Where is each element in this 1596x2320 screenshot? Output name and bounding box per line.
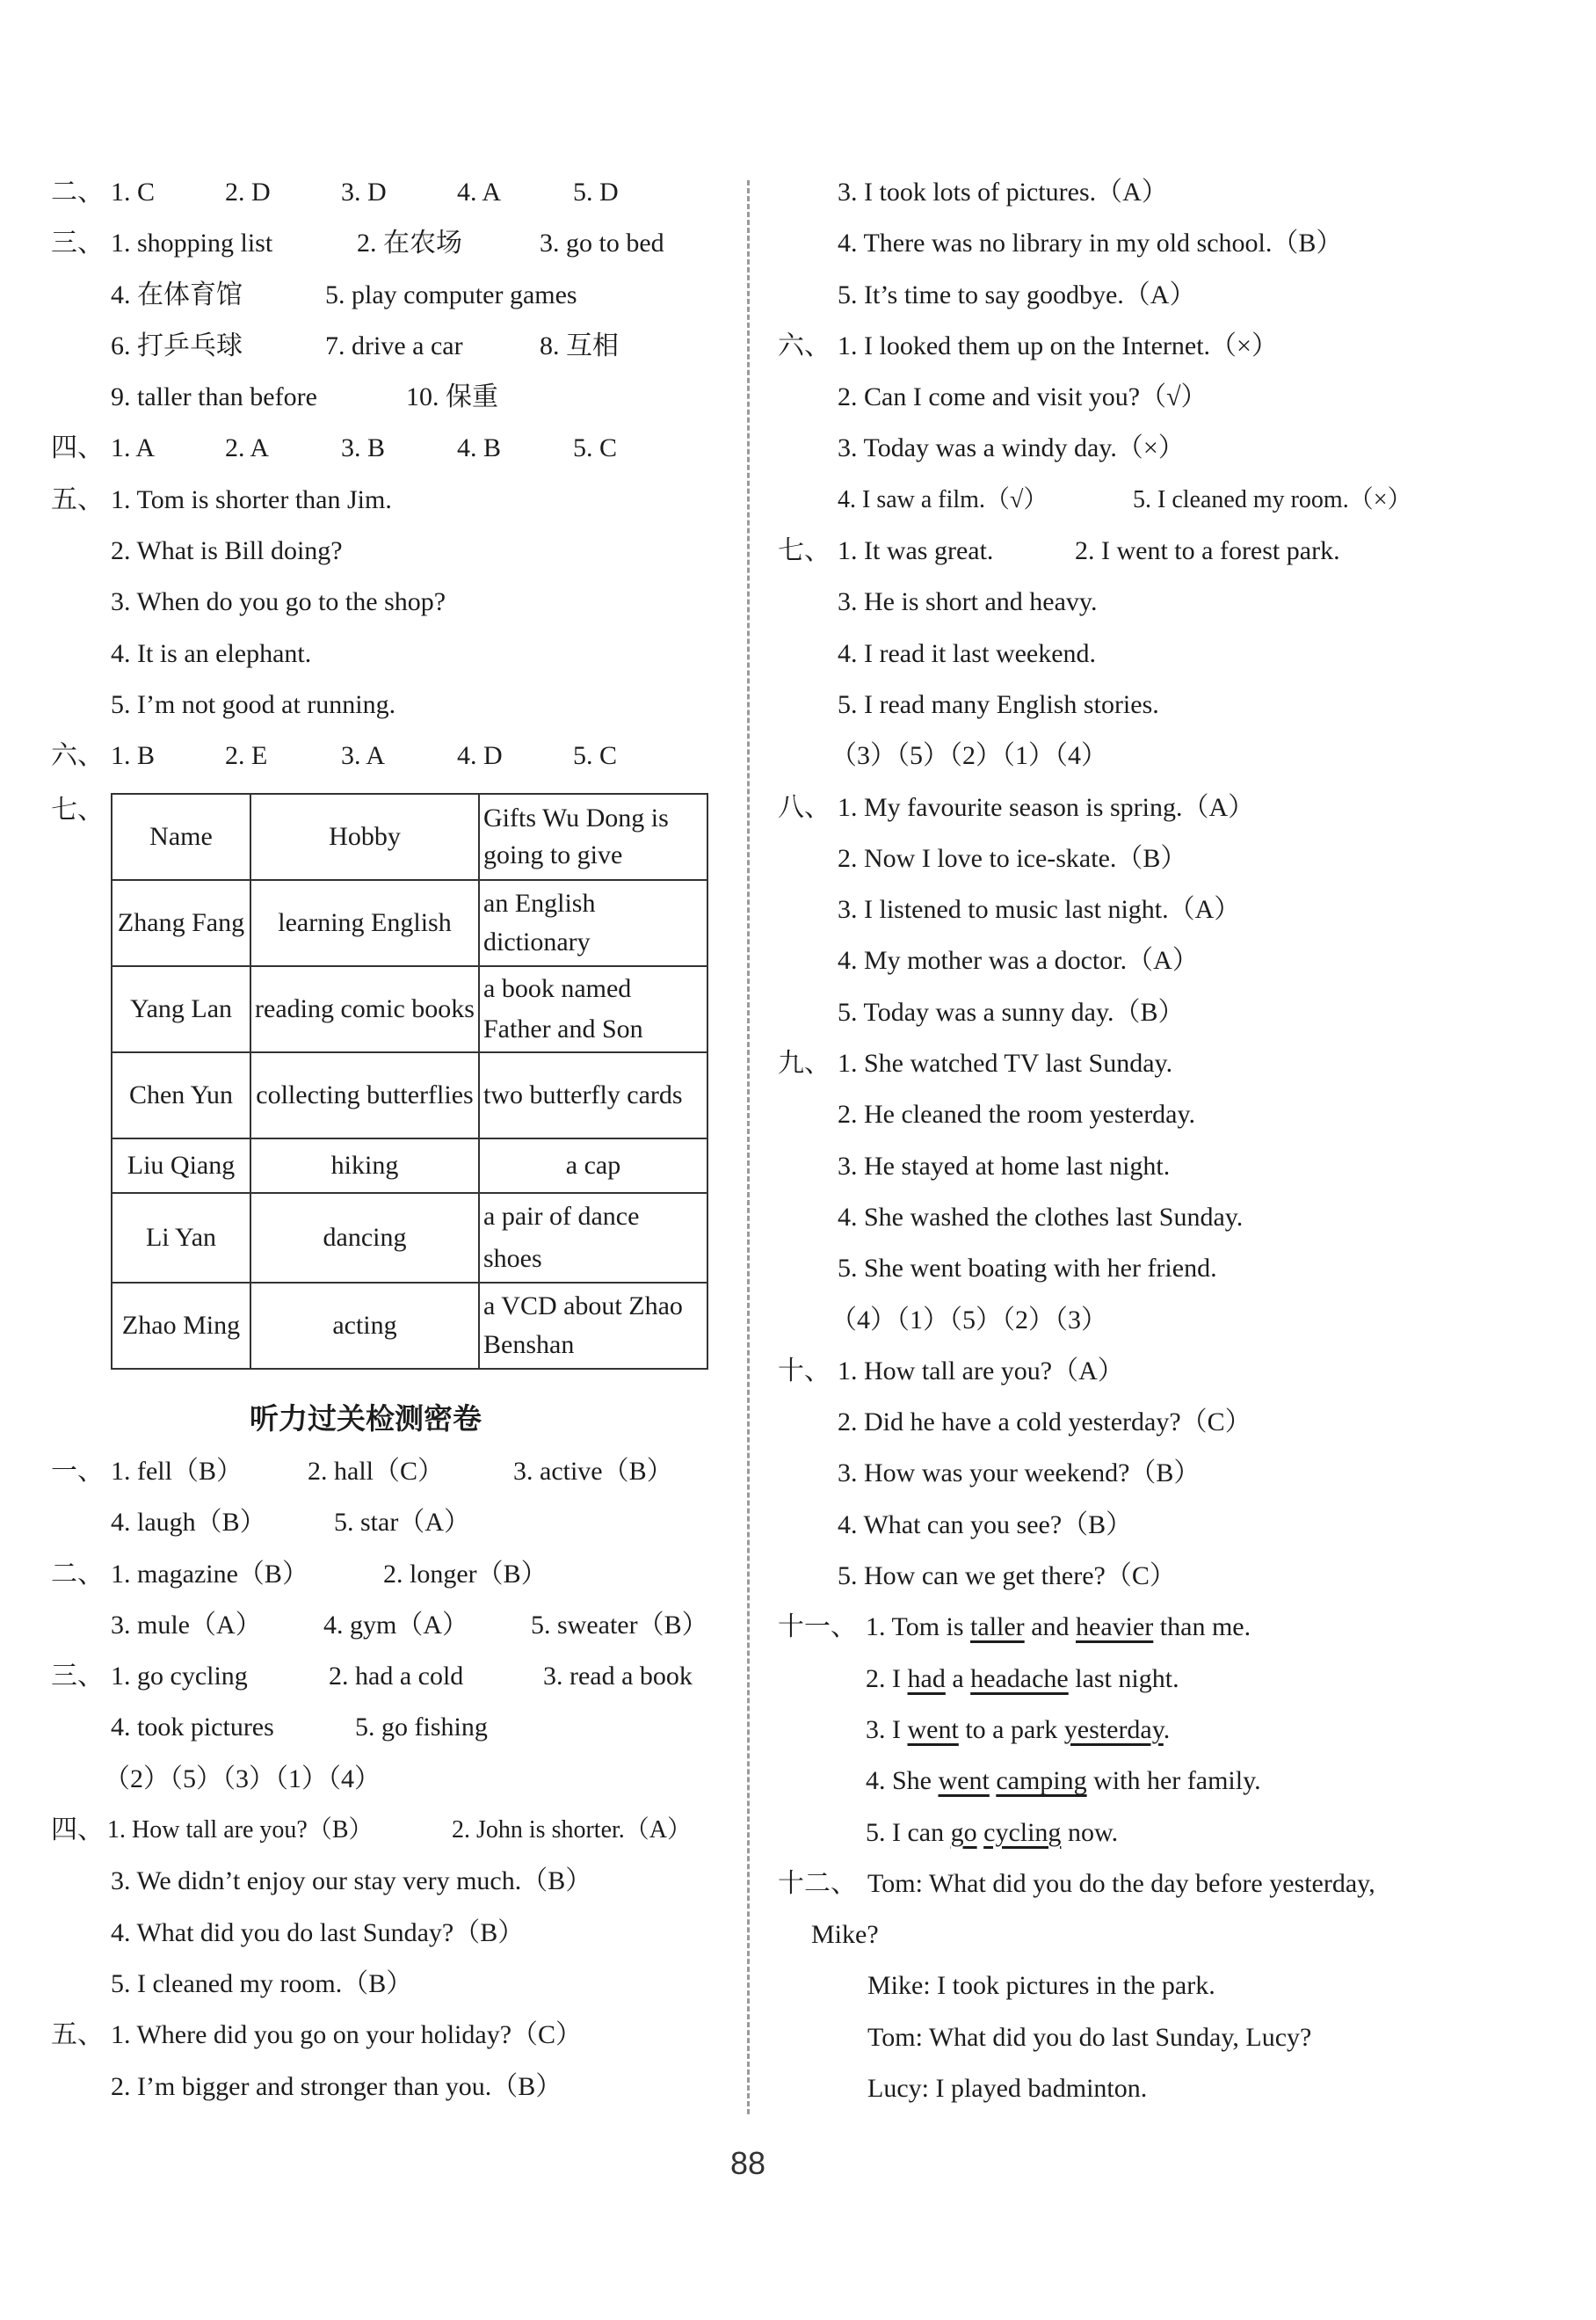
l9-item-4: 4. She washed the clothes last Sunday. [838,1202,1244,1232]
l11-item-4: 4. She went camping with her family. [866,1766,1261,1796]
l10-item-5: 5. How can we get there?（C） [838,1561,1176,1591]
l9-item-2: 2. He cleaned the room yesterday. [838,1100,1196,1130]
listening-title-row [51,1393,728,1446]
section-5-item-5: 5. I’m not good at running. [111,689,396,719]
l10-item-3: 3. How was your weekend?（B） [838,1458,1201,1488]
l1-row-2: 4. laugh（B） 5. star（A） [111,1508,470,1538]
left-column-listening [51,1393,728,2113]
table-row: Zhang Fang learning English an English dictionary [112,880,707,966]
l5-item-2: 2. I’m bigger and stronger than you.（B） [111,2071,562,2101]
l10-item-2: 2. Did he have a cold yesterday?（C） [838,1407,1251,1437]
l4-row-1: 四、 1. How tall are you?（B） 2. John is shorter.（A） [51,1815,693,1845]
table-row: Zhao Ming acting a VCD about Zhao Benshan [112,1283,707,1369]
l9-order: （4）（1）（5）（2）（3） [831,1305,1107,1335]
l5-item-1: 五、 1. Where did you go on your holiday?（C） [51,2020,583,2050]
section-7-label: 七、 [51,796,104,825]
l5-item-4: 4. There was no library in my old school.（B） [838,229,1343,258]
l10-item-4: 4. What can you see?（B） [838,1509,1133,1539]
l8-item-4: 4. My mother was a doctor.（A） [838,946,1199,976]
l7-order: （3）（5）（2）（1）（4） [831,741,1107,771]
l12-line-3: Tom: What did you do last Sunday, Lucy? [867,2022,1312,2052]
right-column [778,167,1560,2114]
l7-item-5: 5. I read many English stories. [838,689,1159,719]
l4-item-4: 4. What did you do last Sunday?（B） [111,1917,525,1947]
header-gifts: Gifts Wu Dong is going to give [479,794,707,880]
section-3-row-4: 9. taller than before 10. 保重 [111,382,498,412]
section-5-item-3: 3. When do you go to the shop? [111,587,446,617]
l9-item-3: 3. He stayed at home last night. [838,1151,1171,1181]
l11-item-1: 十一、 1. Tom is taller and heavier than me. [778,1612,1251,1642]
section-2: 二、 1. C 2. D 3. D 4. A 5. D [51,178,619,207]
l8-item-2: 2. Now I love to ice-skate.（B） [838,843,1187,873]
page-number: 88 [729,2145,766,2181]
section-5-item-1: 五、 1. Tom is shorter than Jim. [51,484,392,514]
l1-row-1: 一、 1. fell（B） 2. hall（C） 3. active（B） [51,1457,673,1486]
l6-item-1: 六、 1. I looked them up on the Internet.（×） [778,331,1278,360]
l12-line-1b: Mike? [811,1920,879,1950]
l11-item-5: 5. I can go cycling now. [866,1817,1119,1847]
l5-item-3: 3. I took lots of pictures.（A） [838,178,1168,207]
l6-item-3: 3. Today was a windy day.（×） [838,433,1185,463]
l12-line-4: Lucy: I played badminton. [867,2073,1148,2103]
l9-item-1: 九、 1. She watched TV last Sunday. [778,1049,1173,1079]
table-row: Chen Yun collecting butterflies two butterfly cards [112,1052,707,1138]
section-3-row-3: 6. 打乒乓球 7. drive a car 8. 互相 [111,331,619,360]
header-hobby: Hobby [250,794,479,880]
section-6: 六、 1. B 2. E 3. A 4. D 5. C [51,741,618,771]
l3-row-2: 4. took pictures 5. go fishing [111,1713,488,1742]
l2-row-2: 3. mule（A） 4. gym（A） 5. sweater（B） [111,1610,708,1640]
table-row: Liu Qiang hiking a cap [112,1138,707,1193]
l3-order: （2）（5）（3）（1）（4） [104,1764,381,1793]
section-5-item-2: 2. What is Bill doing? [111,536,343,566]
l12-line-1: 十二、 Tom: What did you do the day before yesterday, [778,1868,1375,1898]
l7-item-4: 4. I read it last weekend. [838,638,1097,668]
l10-item-1: 十、 1. How tall are you?（A） [778,1356,1124,1385]
l4-item-5: 5. I cleaned my room.（B） [111,1968,413,1998]
hobby-table [111,793,708,1370]
listening-title: 听力过关检测密卷 [250,1401,482,1436]
table-header-row [112,794,707,880]
section-3-row-2: 4. 在体育馆 5. play computer games [111,280,577,309]
l8-item-3: 3. I listened to music last night.（A） [838,895,1241,925]
l11-item-2: 2. I had a headache last night. [866,1663,1179,1693]
section-5-item-4: 4. It is an elephant. [111,638,312,668]
l7-item-3: 3. He is short and heavy. [838,587,1098,617]
l6-row-4: 4. I saw a film.（√） 5. I cleaned my room.（×） [838,485,1412,513]
l5-item-5: 5. It’s time to say goodbye.（A） [838,280,1196,309]
left-column [51,167,728,782]
l8-item-5: 5. Today was a sunny day.（B） [838,997,1185,1027]
column-divider [747,180,750,2114]
l7-row-1: 七、 1. It was great. 2. I went to a forest park. [778,536,1340,566]
l12-line-2: Mike: I took pictures in the park. [867,1971,1215,2001]
l6-item-2: 2. Can I come and visit you?（√） [838,382,1208,412]
l3-row-1: 三、 1. go cycling 2. had a cold 3. read a book [51,1662,693,1691]
l11-item-3: 3. I went to a park yesterday. [866,1714,1171,1744]
section-3-row-1: 三、 1. shopping list 2. 在农场 3. go to bed [51,229,664,258]
section-4: 四、 1. A 2. A 3. B 4. B 5. C [51,433,618,463]
table-row: Yang Lan reading comic books a book named Father and Son [112,966,707,1052]
l4-item-3: 3. We didn’t enjoy our stay very much.（B） [111,1866,592,1896]
header-name: Name [112,794,250,880]
l8-item-1: 八、 1. My favourite season is spring.（A） [778,792,1255,822]
table-row: Li Yan dancing a pair of dance shoes [112,1193,707,1283]
l9-item-5: 5. She went boating with her friend. [838,1254,1217,1284]
l2-row-1: 二、 1. magazine（B） 2. longer（B） [51,1559,548,1589]
